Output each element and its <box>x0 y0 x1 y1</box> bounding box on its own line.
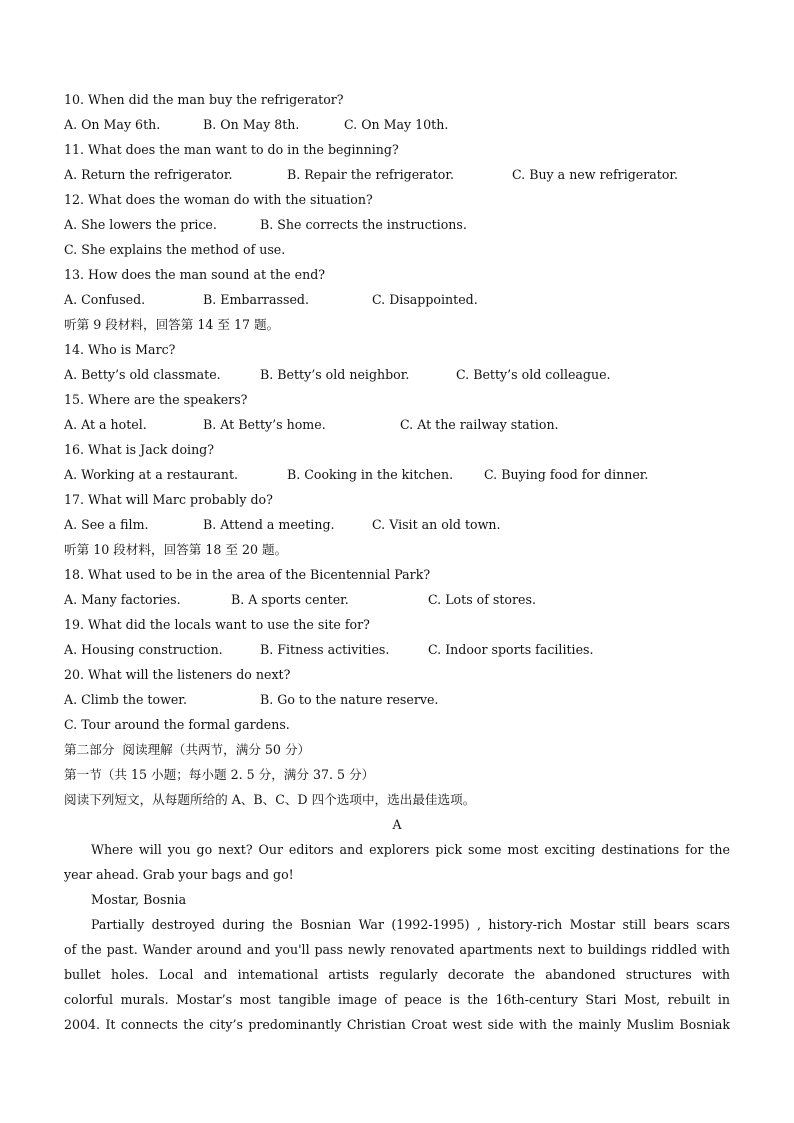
question-11: 11. What does the man want to do in the beginning? <box>64 142 399 157</box>
option-c: C. Betty’s old colleague. <box>456 367 611 382</box>
options-17 <box>64 516 500 534</box>
option-a: A. Housing construction. <box>64 642 223 657</box>
option-a: A. On May 6th. <box>64 117 161 132</box>
options-20 <box>64 691 438 709</box>
options-13 <box>64 291 478 309</box>
question-13: 13. How does the man sound at the end? <box>64 267 326 282</box>
option-b: B. Fitness activities. <box>260 642 390 657</box>
section-10-instruction: 听第 10 段材料，回答第 18 至 20 题。 <box>64 542 288 557</box>
options-16 <box>64 466 648 484</box>
option-a: A. Many factories. <box>64 592 181 607</box>
question-12: 12. What does the woman do with the situation? <box>64 192 373 207</box>
option-c: C. Indoor sports facilities. <box>428 642 594 657</box>
passage-intro-line: year ahead. Grab your bags and go! <box>64 867 294 882</box>
option-b: B. A sports center. <box>231 592 349 607</box>
destination-heading: Mostar, Bosnia <box>91 892 187 907</box>
question-10: 10. When did the man buy the refrigerator? <box>64 92 344 107</box>
question-15: 15. Where are the speakers? <box>64 392 248 407</box>
option-a: A. Return the refrigerator. <box>64 167 233 182</box>
reading-instruction: 阅读下列短文，从每题所给的 A、B、C、D 四个选项中，选出最佳选项。 <box>64 792 476 807</box>
option-a: A. Confused. <box>64 292 146 307</box>
question-18: 18. What used to be in the area of the Bicentennial Park? <box>64 567 431 582</box>
option-c: C. Buy a new refrigerator. <box>512 167 679 182</box>
option-c: C. Lots of stores. <box>428 592 536 607</box>
question-14: 14. Who is Marc? <box>64 342 176 357</box>
option-b: B. On May 8th. <box>203 117 300 132</box>
option-b: B. Betty’s old neighbor. <box>260 367 410 382</box>
options-15 <box>64 416 559 434</box>
section-9-instruction: 听第 9 段材料，回答第 14 至 17 题。 <box>64 317 280 332</box>
passage-intro-line: Where will you go next? Our editors and explorers pick some most exciting destinations for the <box>91 842 730 857</box>
options-12 <box>64 216 467 234</box>
option-c: C. She explains the method of use. <box>64 242 286 257</box>
option-a: A. Betty’s old classmate. <box>64 367 221 382</box>
option-c: C. At the railway station. <box>400 417 559 432</box>
options-14 <box>64 366 611 384</box>
option-b: B. Embarrassed. <box>203 292 309 307</box>
option-a: A. Climb the tower. <box>64 692 187 707</box>
passage-line: 2004. It connects the city’s predominantly Christian Croat west side with the mainly Muslim Bosniak <box>64 1017 730 1032</box>
passage-line: of the past. Wander around and you'll pass newly renovated apartments next to buildings riddled with <box>64 942 730 957</box>
question-16: 16. What is Jack doing? <box>64 442 214 457</box>
option-a: A. She lowers the price. <box>64 217 217 232</box>
passage-letter: A <box>392 817 402 832</box>
options-19 <box>64 641 594 659</box>
option-b: B. At Betty’s home. <box>203 417 326 432</box>
passage-line: Partially destroyed during the Bosnian War (1992-1995) , history-rich Mostar still bears scars <box>91 917 730 932</box>
option-c: C. Buying food for dinner. <box>484 467 649 482</box>
options-10 <box>64 116 448 134</box>
option-b: B. Attend a meeting. <box>203 517 335 532</box>
option-c: C. On May 10th. <box>344 117 449 132</box>
option-b: B. Go to the nature reserve. <box>260 692 439 707</box>
section-one-heading: 第一节（共 15 小题；每小题 2. 5 分，满分 37. 5 分） <box>64 767 375 782</box>
option-b: B. Cooking in the kitchen. <box>287 467 454 482</box>
option-a: A. Working at a restaurant. <box>64 467 239 482</box>
options-18 <box>64 591 536 609</box>
question-17: 17. What will Marc probably do? <box>64 492 273 507</box>
option-b: B. She corrects the instructions. <box>260 217 467 232</box>
question-20: 20. What will the listeners do next? <box>64 667 291 682</box>
option-c: C. Disappointed. <box>372 292 478 307</box>
passage-line: colorful murals. Mostar’s most tangible image of peace is the 16th-century Stari Most, rebuilt in <box>64 992 730 1007</box>
option-c: C. Tour around the formal gardens. <box>64 717 290 732</box>
passage-line: bullet holes. Local and intemational artists regularly decorate the abandoned structures with <box>64 967 730 982</box>
option-a: A. At a hotel. <box>64 417 147 432</box>
option-c: C. Visit an old town. <box>372 517 501 532</box>
options-11 <box>64 166 678 184</box>
question-19: 19. What did the locals want to use the site for? <box>64 617 370 632</box>
option-b: B. Repair the refrigerator. <box>287 167 454 182</box>
part-two-heading: 第二部分 阅读理解（共两节，满分 50 分） <box>64 742 311 757</box>
option-a: A. See a film. <box>64 517 149 532</box>
